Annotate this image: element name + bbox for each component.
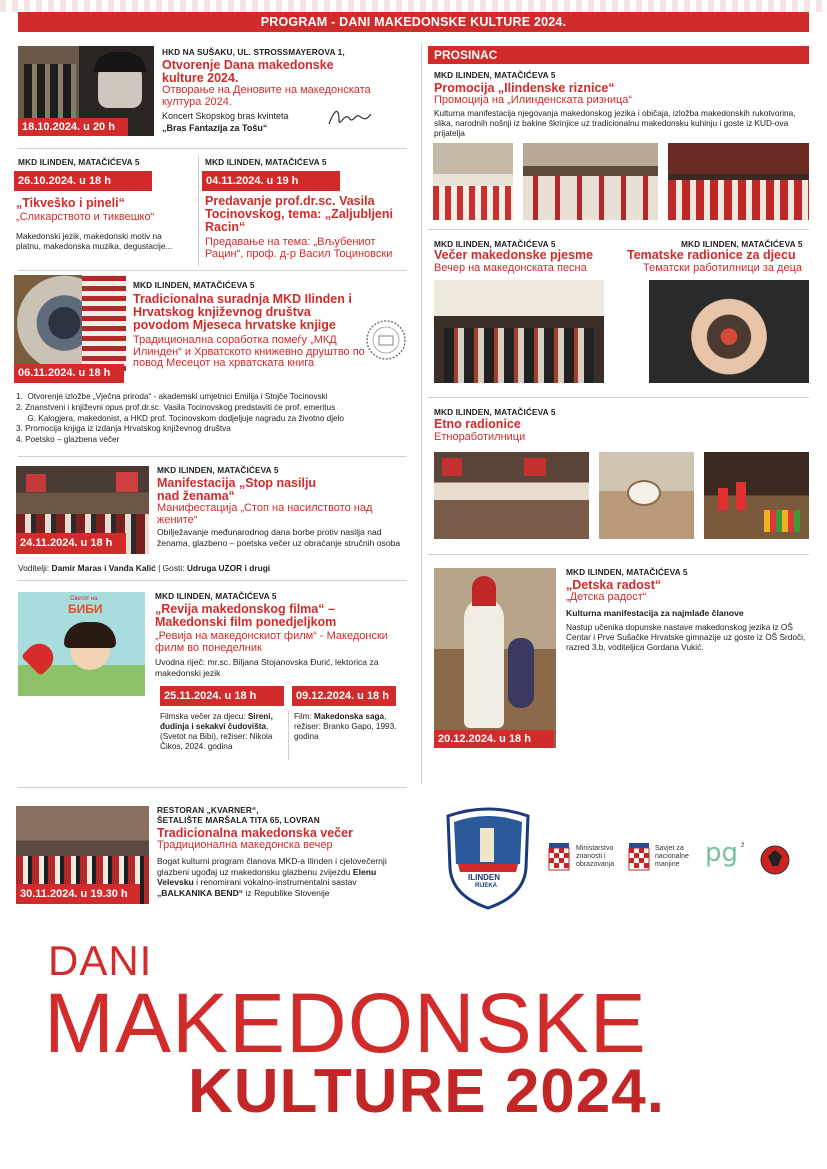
croatia-crest-icon [548,842,570,872]
riznica-photo-2 [523,143,658,220]
event-photo-painting [14,275,126,371]
event-title-mk: Етноработилници [434,431,526,443]
poster-small-text: Светот на [70,596,98,602]
event-title-mk: „Сликарството и тиквешко“ [16,211,155,223]
event-title: Tradicionalna makedonska večer [157,826,353,840]
event-venue-address: ŠETALIŠTE MARŠALA TITA 65, LOVRAN [157,815,320,825]
column-divider [421,44,422,784]
divider [18,787,407,788]
hosts-label: Voditelji: [18,563,52,573]
etno-photo-2 [599,452,694,539]
text-part: Bogat kulturni program članova MKD-a Ilinden i cjelovečernji glazbeni ugođaj uz makedonsku glazbenu zvijezdu [157,856,387,877]
event-title: Tradicionalna suradnja MKD Ilinden i Hrvatskog književnog društva povodom Mjeseca hrvatske knjige [133,292,352,332]
event-date: 06.11.2024. u 18 h [14,364,124,383]
divider [428,397,809,398]
star-name: Elenu Velevsku [157,866,377,887]
footer-title-line2: MAKEDONSKE [44,976,647,1070]
decorative-border [0,0,827,12]
event-text: Obilježavanje međunarodnog dana borbe protiv nasilja nad ženama, glazbeno – poetska večer uz obraćanje stručnih osoba [157,527,401,548]
event-title: „Revija makedonskog filma“ – Makedonski film ponedjeljkom [155,602,337,629]
event-title: Otvorenje Dana makedonske kulture 2024. [162,58,334,85]
event-title: Promocija „Ilindenske riznice“ [434,81,615,95]
divider [428,229,809,230]
list-item: G. Kalogjera, makedonist, a HKD prof. Tocinovskom dodjeljuje nagradu za životno djelo [16,413,344,423]
ilinden-logo-text: ILINDEN [468,873,500,882]
list-item: 1. Otvorenje izložbe „Vječna priroda“ - akademski umjetnici Emilija i Stojče Tocinovski [16,392,328,401]
guests: Udruga UZOR [186,563,243,573]
divider [198,156,199,266]
event-title: Predavanje prof.dr.sc. Vasila Tocinovskog, tema: „Zaljubljeni Racin“ [205,194,393,234]
event-title-mk: Традиционална македонска вечер [157,839,333,851]
event-text: Nastup učenika dopunske nastave makedonskog jezika iz OŠ Centar i Prve Sušačke Hrvatske gimnazije uz goste iz OŠ Srdoči, razred 3.b, voditeljica Gordana Vukić. [566,622,806,652]
event-date: 04.11.2024. u 19 h [202,171,340,191]
event-date: 30.11.2024. u 19.30 h [16,884,140,904]
event-text [294,712,404,742]
event-title: Etno radionice [434,417,521,431]
film-title: Sireni, đudinja i sekakvi čudovišta [160,712,273,731]
list-item: 3. Promocija knjiga iz izdanja Hrvatskog književnog društva [16,424,231,434]
children-workshop-photo [649,280,809,383]
council-label: Savjet za nacionalne manjine [655,845,689,868]
etno-photo-1 [434,452,589,539]
rijeka-crest-icon [760,842,790,878]
pg-logo: pg [705,838,739,868]
guests-label: | Gosti: [155,563,187,573]
riznica-photo-3 [668,143,809,220]
film-label: Filmska večer za djecu: [160,712,248,721]
guests-tail: i drugi [242,563,271,573]
event-venue: MKD ILINDEN, MATAČIĆEVA 5 [434,407,556,417]
ilinden-logo-icon [440,806,536,910]
event-title-mk: Предавање на тема: „Вљубениот Рацин“, проф. д-р Васил Тоциновски [205,236,393,260]
event-credits [18,563,270,574]
event-title: „Tikveško i pineli“ [16,196,125,210]
event-title-mk: „Ревија на македонскиот филм“ - Македонски филм во понеделник [155,630,388,654]
divider [18,270,407,271]
film-credit: , režiser: Branko Gapo, 1993. godina [294,712,397,741]
detska-radost-photo [434,568,556,748]
event-text: Makedonski jezik, makedonski motiv na platnu, makedonska muzika, degustacije... [16,231,173,251]
header-bar: PROGRAM - DANI MAKEDONSKE KULTURE 2024. [18,12,809,32]
event-date: 24.11.2024. u 18 h [16,533,126,554]
month-label: PROSINAC [434,48,498,62]
event-title: Večer makedonske pjesme [434,248,594,262]
croatia-crest-icon [628,842,650,872]
event-text [160,712,285,752]
divider [18,148,407,149]
event-title: Manifestacija „Stop nasilju nad ženama“ [157,476,317,503]
event-date: 26.10.2024. u 18 h [14,171,152,191]
poster-title: БИБИ [68,602,103,616]
etno-photo-3 [704,452,809,539]
ilinden-logo-city: RIJEKA [475,883,498,889]
ministry-label: Ministarstvo znanosti i obrazovanja [576,845,615,868]
event-text: Kulturna manifestacija njegovanja makedonskog jezika i običaja, izložba makedonskih rukotvorina, slika, narodnih nošnji iz bakine škrinjice uz tradicionalnu makedonsku kuhinju i goste iz KUD-ova prijatelja [434,108,796,138]
event-text: Koncert Skopskog bras kvinteta [162,111,289,121]
event-venue: MKD ILINDEN, MATAČIĆEVA 5 [434,70,556,80]
event-venue: HKD NA SUŠAKU, UL. STROSSMAYEROVA 1, [162,47,345,57]
event-subtitle: Kulturna manifestacija za najmlađe članove [566,608,744,618]
event-date: 20.12.2024. u 18 h [434,730,554,748]
event-title-mk: „Детска радост“ [566,591,647,603]
event-venue: MKD ILINDEN, MATAČIĆEVA 5 [155,591,277,601]
event-venue: MKD ILINDEN, MATAČIĆEVA 5 [205,157,327,167]
event-date: 25.11.2024. u 18 h [160,686,284,706]
event-list [16,392,406,446]
footer-title-line1: DANI [48,937,153,984]
seal-icon [364,318,408,362]
film-title: Makedonska saga [314,712,385,721]
event-venue: MKD ILINDEN, MATAČIĆEVA 5 [681,239,803,249]
event-title-mk: Отворање на Деновите на македонската култура 2024. [162,84,371,108]
event-date: 09.12.2024. u 18 h [292,686,396,706]
event-venue: MKD ILINDEN, MATAČIĆEVA 5 [18,157,140,167]
event-text: Uvodna riječ: mr.sc. Biljana Stojanovska Đurić, lektorica za makedonski jezik [155,657,379,678]
event-title: Tematske radionice za djecu [627,248,796,262]
band-name: „BALKANIKA BEND“ [157,887,244,898]
event-text-bold: „Bras Fantazija za Tošu“ [162,123,268,133]
event-title: „Detska radost“ [566,578,662,592]
event-venue: MKD ILINDEN, MATAČIĆEVA 5 [434,239,556,249]
film-credit: , (Svetot na Bibi), režiser: Nikola Čikos, 2024. godina [160,722,273,751]
song-evening-photo [434,280,604,383]
event-title-mk: Вечер на македонската песна [434,262,587,274]
event-venue: MKD ILINDEN, MATAČIĆEVA 5 [133,280,255,290]
pg-logo-small: ž [741,842,745,849]
event-title-mk: Промоција на „Илинденската ризница“ [434,94,633,106]
text-part: iz Republike Slovenije [243,887,330,898]
text-part: i renomirani vokalno-instrumentalni sastav [193,877,357,887]
event-venue: MKD ILINDEN, MATAČIĆEVA 5 [566,567,688,577]
footer-title-line3: KULTURE 2024. [188,1057,665,1126]
film-label: Film: [294,712,315,721]
film-poster [18,592,145,696]
divider [288,710,289,760]
event-venue: RESTORAN „KVARNER“, [157,805,259,815]
event-date: 18.10.2024. u 20 h [18,118,128,136]
event-text [157,856,402,898]
divider [428,554,809,555]
event-title-mk: Традиционална соработка помеѓу „МКД Илинден“ и Хрватското книжевно друштво по повод Месецот на хрватската книга [133,334,365,369]
list-item: 4. Poetsko – glazbena večer [16,435,120,445]
event-venue: MKD ILINDEN, MATAČIĆEVA 5 [157,465,279,475]
list-item: 2. Znanstveni i književni opus prof.dr.sc. Vasila Tocinovskog predstaviti će prof. emeritus [16,402,336,412]
divider [18,580,407,581]
event-title-mk: Манифестација „Стоп на насилството над жените“ [157,502,373,526]
hosts: Damir Maras i Vanđa Kalić [51,563,156,573]
event-title-mk: Тематски работилници за деца [643,262,802,274]
signature-icon [325,104,375,132]
divider [18,456,407,457]
riznica-photo-1 [433,143,513,220]
